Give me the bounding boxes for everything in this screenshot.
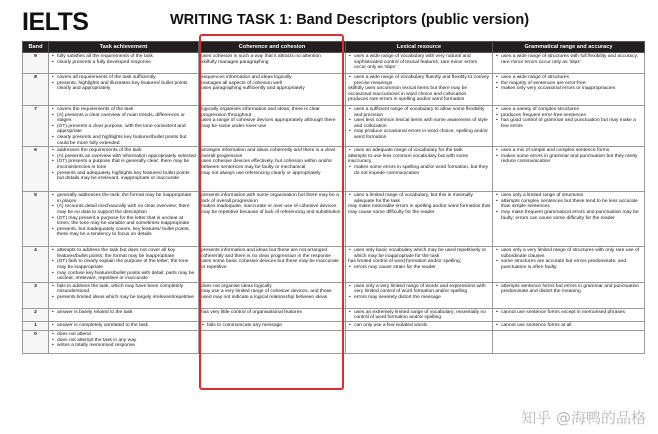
descriptor-cell-coherence bbox=[199, 74, 346, 106]
descriptor-cell-coherence bbox=[199, 308, 346, 321]
band-row bbox=[23, 147, 645, 192]
descriptor-cell-coherence bbox=[199, 147, 346, 192]
descriptor-list bbox=[348, 248, 490, 270]
descriptor-item: • cannot use sentence forms except in memorised phrases bbox=[495, 310, 642, 316]
descriptor-list bbox=[495, 148, 642, 165]
band-score: 3 bbox=[23, 282, 49, 308]
descriptor-cell-task bbox=[49, 192, 199, 247]
descriptor-list bbox=[51, 332, 196, 349]
descriptor-cell-grammar bbox=[493, 106, 645, 147]
descriptor-item: • answer is completely unrelated to the task bbox=[51, 323, 196, 329]
descriptor-list bbox=[201, 323, 343, 329]
band-row bbox=[23, 53, 645, 74]
descriptor-list bbox=[495, 75, 642, 92]
descriptor-list bbox=[348, 54, 490, 71]
descriptor-list bbox=[201, 248, 343, 270]
descriptor-item: • writes a totally memorised response bbox=[51, 343, 196, 349]
descriptor-item: • uses a limited range of vocabulary, but this is minimally adequate for the task bbox=[348, 193, 490, 204]
band-row bbox=[23, 308, 645, 321]
band-score: 4 bbox=[23, 247, 49, 283]
descriptor-item: • cannot use sentence forms at all bbox=[495, 323, 642, 329]
band-row bbox=[23, 192, 645, 247]
descriptor-cell-lexical bbox=[346, 53, 493, 74]
descriptor-item: uses cohesion in such a way that it attracts no attention bbox=[201, 54, 321, 59]
descriptor-cell-lexical bbox=[346, 192, 493, 247]
descriptor-list bbox=[495, 323, 642, 329]
descriptor-item: • does not attend bbox=[51, 332, 196, 338]
descriptor-cell-grammar bbox=[493, 308, 645, 321]
column-header-grammatical-range: Grammatical range and accuracy bbox=[493, 42, 645, 53]
descriptor-item: • makes only very occasional errors or inappropriacies bbox=[495, 86, 642, 92]
descriptor-cell-coherence bbox=[199, 106, 346, 147]
descriptor-item: • errors may cause strain for the reader bbox=[348, 265, 490, 271]
descriptor-cell-lexical bbox=[346, 321, 493, 330]
descriptor-item: • attempts to address the task but does not cover all key features/bullet points; the format may be inappropriate bbox=[51, 248, 196, 259]
band-score: 2 bbox=[23, 308, 49, 321]
descriptor-cell-grammar bbox=[493, 74, 645, 106]
descriptor-list bbox=[201, 107, 343, 129]
descriptor-item: may not always use referencing clearly or appropriately bbox=[201, 170, 321, 176]
descriptor-item: sequences information and ideas logically bbox=[201, 75, 292, 80]
descriptor-item: skilfully manages paragraphing bbox=[201, 59, 269, 65]
descriptor-item: • presents, but inadequately covers, key features/ bullet points; there may be a tendency to focus on details bbox=[51, 227, 196, 238]
descriptor-item: • clearly presents and highlights key features/bullet points but could be more fully extended bbox=[51, 135, 196, 146]
descriptor-item: • presents, highlights and illustrates key features/ bullet points clearly and appropriately bbox=[51, 81, 196, 92]
descriptor-item: manages all aspects of cohesion well bbox=[201, 80, 282, 86]
page-header bbox=[0, 0, 658, 40]
column-header-band: Band bbox=[23, 42, 49, 53]
descriptor-list bbox=[201, 284, 343, 301]
descriptor-list bbox=[348, 310, 490, 321]
band-row bbox=[23, 330, 645, 353]
band-row bbox=[23, 282, 645, 308]
descriptor-list bbox=[51, 107, 196, 146]
band-row bbox=[23, 247, 645, 283]
descriptor-item: logically organises information and ideas; there is clear progression throughout bbox=[201, 107, 320, 118]
descriptor-cell-task bbox=[49, 282, 199, 308]
descriptor-cell-coherence bbox=[199, 53, 346, 74]
band-score: 9 bbox=[23, 53, 49, 74]
descriptor-list bbox=[201, 310, 343, 316]
descriptor-item: • the majority of sentences are error-free bbox=[495, 81, 642, 87]
descriptor-cell-lexical bbox=[346, 330, 493, 353]
table-header-row bbox=[23, 42, 645, 53]
band-score: 6 bbox=[23, 147, 49, 192]
descriptor-cell-coherence bbox=[199, 330, 346, 353]
descriptor-list bbox=[495, 284, 642, 295]
descriptor-item: • uses a variety of complex structures bbox=[495, 107, 642, 113]
ielts-logo: IELTS bbox=[22, 8, 89, 36]
descriptor-item: • uses an extremely limited range of vocabulary; essentially no control of word formation and/or spelling bbox=[348, 310, 490, 321]
descriptor-item: • generally addresses the task; the format may be inappropriate in places bbox=[51, 193, 196, 204]
descriptor-item: • uses only basic vocabulary which may be used repetitively or which may be inappropriate for the task bbox=[348, 248, 490, 259]
descriptor-list bbox=[348, 284, 490, 301]
descriptor-list bbox=[348, 323, 490, 329]
descriptor-cell-grammar bbox=[493, 247, 645, 283]
descriptor-cell-grammar bbox=[493, 330, 645, 353]
descriptor-item: may be repetitive because of lack of referencing and substitution bbox=[201, 209, 341, 215]
descriptor-list bbox=[201, 54, 343, 65]
column-header-lexical-resource: Lexical resource bbox=[346, 42, 493, 53]
descriptor-list bbox=[51, 54, 196, 65]
descriptor-list bbox=[348, 107, 490, 141]
descriptor-item: • attempts sentence forms but errors in grammar and punctuation predominate and distort the meaning bbox=[495, 284, 642, 295]
descriptor-item: makes inadequate, inaccurate or over-use of cohesive devices bbox=[201, 204, 337, 210]
descriptor-cell-coherence bbox=[199, 192, 346, 247]
band-descriptors-table bbox=[22, 41, 645, 354]
descriptor-item: • makes some errors in grammar and punctuation but they rarely reduce communication bbox=[495, 154, 642, 165]
descriptor-list bbox=[201, 148, 343, 176]
descriptor-cell-coherence bbox=[199, 321, 346, 330]
descriptor-item: • uses a mix of simple and complex sentence forms bbox=[495, 148, 642, 154]
band-score: 0 bbox=[23, 330, 49, 353]
band-score: 7 bbox=[23, 106, 49, 147]
descriptor-item: • addresses the requirements of the task bbox=[51, 148, 196, 154]
descriptor-item: • (A) presents an overview with information appropriately selected bbox=[51, 154, 196, 160]
descriptor-item: • uses a wide range of structures bbox=[495, 75, 642, 81]
descriptor-cell-grammar bbox=[493, 321, 645, 330]
descriptor-item: • uses a wide range of structures with full flexibility and accuracy; rare minor errors occur only as 'slips' bbox=[495, 54, 642, 65]
watermark-text: 知乎 @海鸭的品格 bbox=[521, 409, 646, 427]
descriptor-list bbox=[51, 284, 196, 301]
descriptor-list bbox=[51, 323, 196, 329]
descriptor-list bbox=[201, 75, 343, 92]
descriptor-item: • does not attempt the task in any way bbox=[51, 338, 196, 344]
descriptor-item: • clearly presents a fully developed response bbox=[51, 60, 196, 66]
descriptor-cell-task bbox=[49, 330, 199, 353]
descriptor-item: • uses only a limited range of structures bbox=[495, 193, 642, 199]
descriptor-item: uses cohesive devices effectively, but cohesion within and/or between sentences may be faulty or mechanical bbox=[201, 159, 333, 170]
descriptor-cell-lexical bbox=[346, 308, 493, 321]
descriptor-list bbox=[495, 193, 642, 221]
table-body bbox=[23, 53, 645, 354]
descriptor-item: may use a very limited range of cohesive devices, and those used may not indicate a logical relationship between ideas bbox=[201, 289, 332, 300]
column-header-task-achievement: Task achievement bbox=[49, 42, 199, 53]
descriptor-item: • presents limited ideas which may be largely irrelevant/repetitive bbox=[51, 295, 196, 301]
descriptor-cell-lexical bbox=[346, 74, 493, 106]
descriptor-cell-task bbox=[49, 74, 199, 106]
descriptor-item: • (A) recounts detail mechanically with no clear overview; there may be no data to support the description bbox=[51, 204, 196, 215]
descriptor-item: presents information and ideas but these are not arranged coherently and there is no clear progression in the response bbox=[201, 248, 331, 259]
column-header-coherence-cohesion: Coherence and cohesion bbox=[199, 42, 346, 53]
descriptor-item: • presents and adequately highlights key features/ bullet points but details may be irrelevant, inappropriate or inaccurate bbox=[51, 171, 196, 182]
descriptor-list bbox=[51, 75, 196, 92]
descriptor-item: has limited control of word formation and/or spelling; bbox=[348, 259, 462, 265]
band-score: 5 bbox=[23, 192, 49, 247]
descriptor-item: • errors may severely distort the message bbox=[348, 295, 490, 301]
descriptor-item: does not organise ideas logically bbox=[201, 283, 272, 289]
descriptor-item: • answer is barely related to the task bbox=[51, 310, 196, 316]
descriptor-list bbox=[495, 248, 642, 270]
descriptor-cell-lexical bbox=[346, 282, 493, 308]
descriptor-list bbox=[51, 193, 196, 238]
descriptor-list bbox=[348, 193, 490, 215]
descriptor-item: uses a range of cohesive devices appropriately although there may be some under-/over-use bbox=[201, 118, 336, 129]
band-row bbox=[23, 74, 645, 106]
descriptor-item: arranges information and ideas coherently and there is a clear overall progression bbox=[201, 148, 336, 159]
descriptor-cell-lexical bbox=[346, 106, 493, 147]
descriptor-item: • uses only a very limited range of words and expressions with very limited control of word formation and/or spelling bbox=[348, 284, 490, 295]
descriptor-item: attempts to use less common vocabulary but with some inaccuracy bbox=[348, 153, 469, 165]
descriptor-item: • can only use a few isolated words bbox=[348, 323, 490, 329]
descriptor-list bbox=[201, 193, 343, 215]
descriptor-item: • (GT) presents a clear purpose, with the tone consistent and appropriate bbox=[51, 124, 196, 135]
descriptor-list bbox=[495, 310, 642, 316]
descriptor-item: presents information with some organisation but there may be a lack of overall progression bbox=[201, 193, 339, 204]
descriptor-item: • (GT) presents a purpose that is generally clear; there may be inconsistencies in tone bbox=[51, 159, 196, 170]
band-row bbox=[23, 321, 645, 330]
descriptor-list bbox=[51, 310, 196, 316]
descriptor-cell-grammar bbox=[493, 53, 645, 74]
descriptor-item: • uses less common lexical items with some awareness of style and collocation bbox=[348, 118, 490, 129]
descriptor-cell-task bbox=[49, 308, 199, 321]
descriptor-item: may make noticeable errors in spelling and/or word formation that may cause some difficulty for the reader bbox=[348, 204, 490, 215]
descriptor-list bbox=[348, 75, 490, 103]
descriptor-item: • covers all requirements of the task sufficiently bbox=[51, 75, 196, 81]
descriptor-item: • uses an adequate range of vocabulary for the task bbox=[348, 148, 490, 154]
descriptor-item: uses paragraphing sufficiently and appropriately bbox=[201, 86, 305, 92]
descriptor-item: • produces frequent error-free sentences bbox=[495, 113, 642, 119]
descriptor-cell-task bbox=[49, 53, 199, 74]
descriptor-cell-coherence bbox=[199, 247, 346, 283]
descriptor-item: • (GT) may present a purpose for the letter that is unclear at times; the tone may be variable and sometimes inappropriate bbox=[51, 216, 196, 227]
band-score: 8 bbox=[23, 74, 49, 106]
descriptor-item: • uses a wide range of vocabulary fluently and flexibly to convey precise meanings bbox=[348, 75, 490, 86]
descriptor-cell-coherence bbox=[199, 282, 346, 308]
descriptor-list bbox=[51, 148, 196, 182]
descriptor-item: • (GT) fails to clearly explain the purpose of the letter; the tone may be inappropriate bbox=[51, 259, 196, 270]
descriptor-list bbox=[495, 107, 642, 129]
descriptor-item: • uses a wide range of vocabulary with very natural and sophisticated control of lexical features; rare minor errors occur only as 'slips' bbox=[348, 54, 490, 71]
descriptor-item: • uses a sufficient range of vocabulary to allow some flexibility and precision bbox=[348, 107, 490, 118]
descriptor-cell-lexical bbox=[346, 147, 493, 192]
descriptor-cell-task bbox=[49, 147, 199, 192]
descriptor-item: • fully satisfies all the requirements of the task bbox=[51, 54, 196, 60]
descriptor-item: produces rare errors in spelling and/or word formation bbox=[348, 97, 465, 103]
band-score: 1 bbox=[23, 321, 49, 330]
descriptor-cell-task bbox=[49, 106, 199, 147]
descriptor-item: • makes some errors in spelling and/or word formation, but they do not impede communication bbox=[348, 165, 490, 176]
descriptor-item: • covers the requirements of the task bbox=[51, 107, 196, 113]
descriptor-item: • attempts complex sentences but these tend to be less accurate than simple sentences bbox=[495, 199, 642, 210]
descriptor-item: • may produce occasional errors in word choice, spelling and/or word formation bbox=[348, 129, 490, 140]
descriptor-cell-grammar bbox=[493, 147, 645, 192]
descriptor-item: • fails to address the task, which may have been completely misunderstood bbox=[51, 284, 196, 295]
descriptor-item: • may confuse key features/bullet points with detail; parts may be unclear, irrelevant, repetitive or inaccurate bbox=[51, 271, 196, 282]
band-row bbox=[23, 106, 645, 147]
descriptor-item: uses some basic cohesive devices but these may be inaccurate or repetitive bbox=[201, 259, 339, 270]
descriptor-list bbox=[495, 54, 642, 65]
descriptor-cell-lexical bbox=[346, 247, 493, 283]
descriptor-cell-grammar bbox=[493, 192, 645, 247]
descriptor-list bbox=[348, 148, 490, 176]
descriptor-list bbox=[51, 248, 196, 282]
descriptor-item: • some structures are accurate but errors predominate, and punctuation is often faulty bbox=[495, 259, 642, 270]
page-title: WRITING TASK 1: Band Descriptors (public version) bbox=[170, 12, 530, 28]
descriptor-cell-task bbox=[49, 321, 199, 330]
descriptor-cell-task bbox=[49, 247, 199, 283]
descriptor-item: • (A) presents a clear overview of main trends, differences or stages bbox=[51, 113, 196, 124]
descriptor-item: has very little control of organisational features bbox=[201, 309, 302, 315]
descriptor-item: skilfully uses uncommon lexical items but there may be occasional inaccuracies in word choice and collocation bbox=[348, 86, 468, 97]
descriptor-cell-grammar bbox=[493, 282, 645, 308]
descriptor-item: • may make frequent grammatical errors and punctuation may be faulty; errors can cause some difficulty for the reader bbox=[495, 210, 642, 221]
descriptor-item: • has good control of grammar and punctuation but may make a few errors bbox=[495, 118, 642, 129]
descriptor-item: • fails to communicate any message bbox=[201, 323, 343, 329]
descriptor-item: • uses only a very limited range of structures with only rare use of subordinate clauses bbox=[495, 248, 642, 259]
